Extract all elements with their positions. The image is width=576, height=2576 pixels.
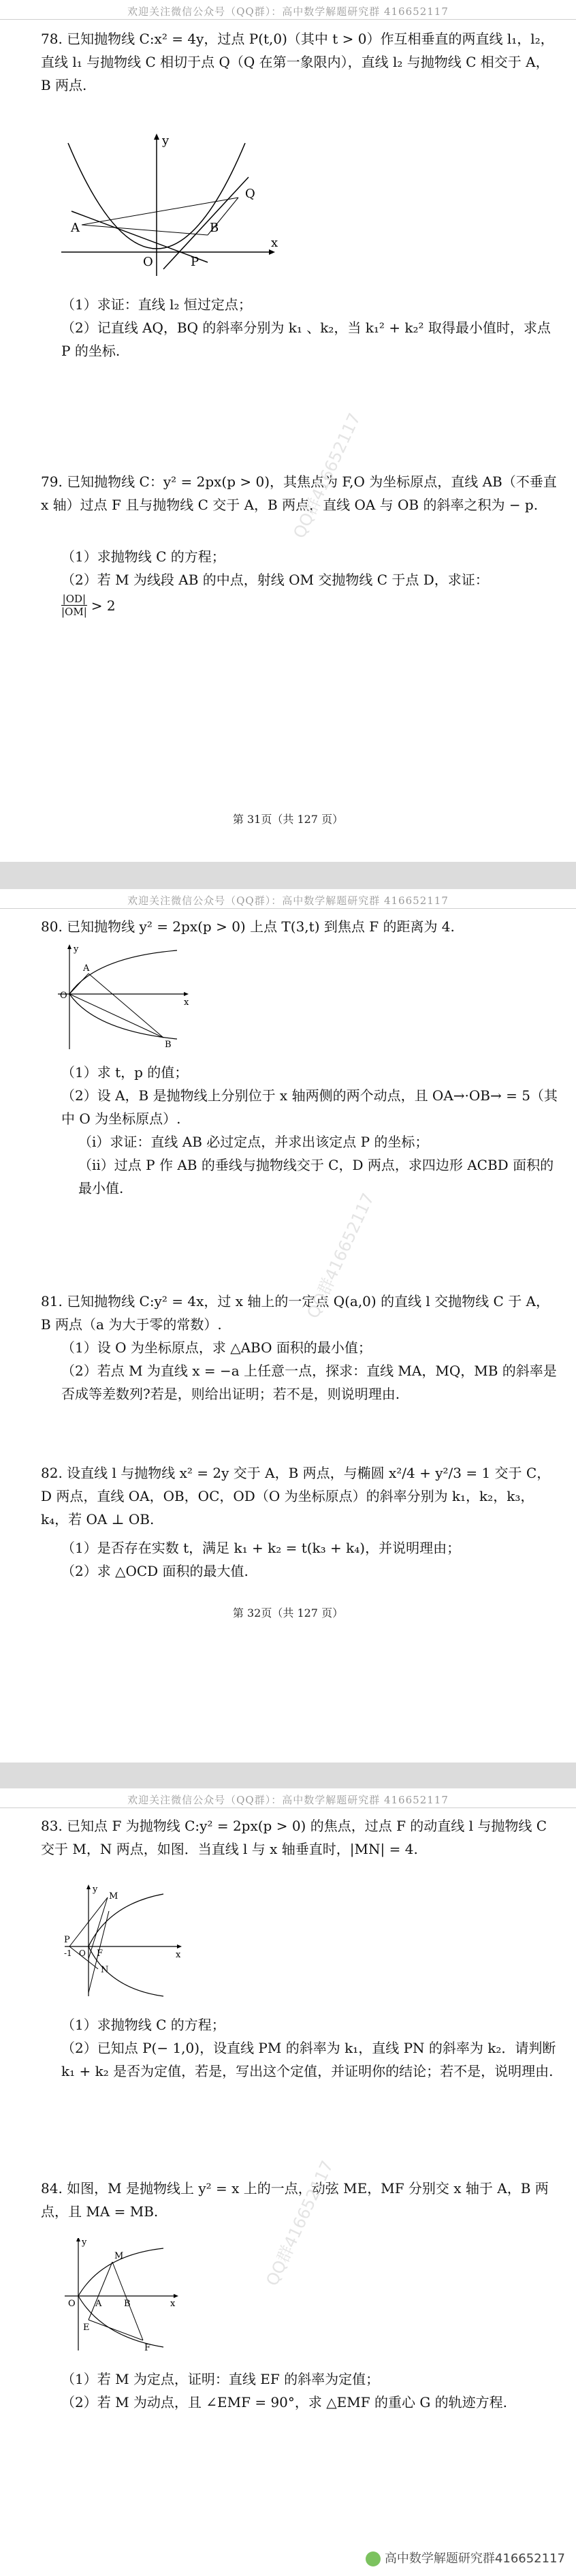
figure-78 <box>54 129 279 279</box>
fig84-O-label: O <box>68 2299 76 2309</box>
fig83-P-label: P <box>64 1935 70 1945</box>
fig78-Q-label: Q <box>245 187 255 201</box>
problem-78-q2: （2）记直线 AQ，BQ 的斜率分别为 k₁ 、k₂，当 k₁² + k₂² 取得最小值时，求点 P 的坐标. <box>61 320 551 359</box>
problem-79-stem: 79. 已知抛物线 C：y² = 2px(p > 0)，其焦点为 F,O 为坐标原点，直线 AB（不垂直 x 轴）过点 F 且与抛物线 C 交于 A，B 两点，直线 OA 与 OB 的斜率之积为 − p. <box>41 474 557 513</box>
fig83-O-label: O <box>79 1949 86 1958</box>
page-31 <box>0 0 576 862</box>
problem-79-q1: （1）求抛物线 C 的方程； <box>61 548 225 565</box>
problem-80-q2: （2）设 A，B 是抛物线上分别位于 x 轴两侧的两个动点，且 OA→·OB→ = 5（其中 O 为坐标原点）. <box>61 1087 558 1127</box>
fig84-B-label: B <box>124 2299 131 2309</box>
fig78-P-label: P <box>191 255 199 269</box>
watermark: QQ群416652117 <box>289 409 365 542</box>
problem-79-fraction <box>61 593 116 618</box>
fig83-M-label: M <box>109 1891 118 1902</box>
problem-83-q1: （1）求抛物线 C 的方程； <box>61 2017 225 2033</box>
brand-text: 高中数学解题研究群416652117 <box>384 2551 565 2566</box>
watermark: QQ群416652117 <box>262 2157 338 2289</box>
page-33 <box>0 1788 576 2576</box>
problem-80-q2ii: （ii）过点 P 作 AB 的垂线与抛物线交于 C，D 两点，求四边形 ACBD 面积的最小值. <box>78 1157 554 1196</box>
problem-83-stem: 83. 已知点 F 为抛物线 C:y² = 2px(p > 0) 的焦点，过点 F 的动直线 l 与抛物线 C 交于 M，N 两点，如图．当直线 l 与 x 轴垂直时，|MN| = 4. <box>41 1818 547 1857</box>
problem-81-q2: （2）若点 M 为直线 x = −a 上任意一点，探求：直线 MA，MQ，MB 的斜率是否成等差数列?若是，则给出证明；若不是，则说明理由. <box>61 1363 557 1402</box>
problem-81-q1: （1）设 O 为坐标原点，求 △ABO 面积的最小值； <box>61 1339 372 1356</box>
problem-78-q1: （1）求证：直线 l₂ 恒过定点； <box>61 296 252 313</box>
page-footer: 第 31页（共 127 页） <box>232 813 344 826</box>
fig84-F-label: F <box>144 2343 151 2353</box>
fig80-x-label: x <box>184 997 189 1008</box>
fig83-x-label: x <box>176 1950 181 1960</box>
problem-79-q2: （2）若 M 为线段 AB 的中点，射线 OM 交抛物线 C 于点 D，求证： <box>61 572 489 588</box>
fraction-rhs: > 2 <box>91 597 116 614</box>
brand-badge <box>366 2549 565 2566</box>
fraction-denominator: |OM| <box>61 606 87 618</box>
problem-82-q1: （1）是否存在实数 t，满足 k₁ + k₂ = t(k₃ + k₄)，并说明理由； <box>61 1540 461 1556</box>
problem-80-stem: 80. 已知抛物线 y² = 2px(p > 0) 上点 T(3,t) 到焦点 F 的距离为 4. <box>41 918 455 935</box>
wechat-icon <box>366 2551 381 2566</box>
problem-84-stem: 84. 如图，M 是抛物线上 y² = x 上的一点，动弦 ME，MF 分别交 x 轴于 A，B 两点，且 MA = MB. <box>41 2180 549 2220</box>
page-header: 欢迎关注微信公众号（QQ群）：高中数学解题研究群 416652117 <box>0 0 576 20</box>
fig84-y-label: y <box>82 2238 87 2248</box>
fig80-y-label: y <box>74 944 79 955</box>
problem-78-stem: 78. 已知抛物线 C:x² = 4y，过点 P(t,0)（其中 t > 0）作互相垂直的两直线 l₁，l₂，直线 l₁ 与抛物线 C 相切于点 Q（Q 在第一象限内），直线 l₂ 与抛物线 C 相交于 A，B 两点. <box>41 31 554 93</box>
page-footer: 第 32页（共 127 页） <box>232 1607 344 1619</box>
problem-82-stem: 82. 设直线 l 与抛物线 x² = 2y 交于 A，B 两点，与椭圆 x²/4 + y²/3 = 1 交于 C，D 两点，直线 OA，OB，OC，OD（O 为坐标原点）的斜率分别为 k₁，k₂，k₃，k₄，若 OA ⊥ OB. <box>41 1465 551 1527</box>
fig78-y-label: y <box>162 134 170 148</box>
fig84-E-label: E <box>83 2323 90 2333</box>
fig78-A-label: A <box>71 221 80 235</box>
problem-84-q2: （2）若 M 为动点，且 ∠EMF = 90°，求 △EMF 的重心 G 的轨迹方程. <box>61 2394 508 2410</box>
fig83-F-label: F <box>97 1949 103 1959</box>
fig84-x-label: x <box>170 2299 176 2309</box>
problem-83-q2: （2）已知点 P(− 1,0)，设直线 PM 的斜率为 k₁，直线 PN 的斜率为 k₂．请判断 k₁ + k₂ 是否为定值，若是，写出这个定值，并证明你的结论；若不是，说明理由. <box>61 2040 556 2079</box>
fig83-N-label: N <box>101 1965 109 1975</box>
problem-80-q1: （1）求 t，p 的值； <box>61 1064 189 1081</box>
fig83-y-label: y <box>93 1884 98 1895</box>
figure-83 <box>61 1884 184 2000</box>
fig83-minus1-label: -1 <box>64 1949 72 1958</box>
problem-82-q2: （2）求 △OCD 面积的最大值. <box>61 1563 249 1579</box>
page-header: 欢迎关注微信公众号（QQ群）：高中数学解题研究群 416652117 <box>0 889 576 909</box>
watermark: QQ群416652117 <box>303 1190 379 1322</box>
fraction-numerator: |OD| <box>62 593 86 605</box>
figure-84 <box>61 2238 184 2354</box>
fig78-x-label: x <box>271 236 278 250</box>
page-32 <box>0 889 576 1763</box>
problem-80-q2i: （i）求证：直线 AB 必过定点，并求出该定点 P 的坐标； <box>78 1134 429 1150</box>
fig78-O-label: O <box>143 255 153 269</box>
fig84-M-label: M <box>114 2251 124 2261</box>
page-header: 欢迎关注微信公众号（QQ群）：高中数学解题研究群 416652117 <box>0 1788 576 1808</box>
fig80-B-label: B <box>165 1040 172 1050</box>
fig80-A-label: A <box>83 963 90 974</box>
figure-80 <box>54 944 191 1053</box>
fig84-A-label: A <box>95 2299 102 2309</box>
problem-84-q1: （1）若 M 为定点，证明：直线 EF 的斜率为定值； <box>61 2371 380 2387</box>
fig80-O-label: O <box>60 991 67 1001</box>
problem-81-stem: 81. 已知抛物线 C:y² = 4x，过 x 轴上的一定点 Q(a,0) 的直线 l 交抛物线 C 于 A，B 两点（a 为大于零的常数）. <box>41 1293 550 1333</box>
fig78-B-label: B <box>210 221 219 235</box>
